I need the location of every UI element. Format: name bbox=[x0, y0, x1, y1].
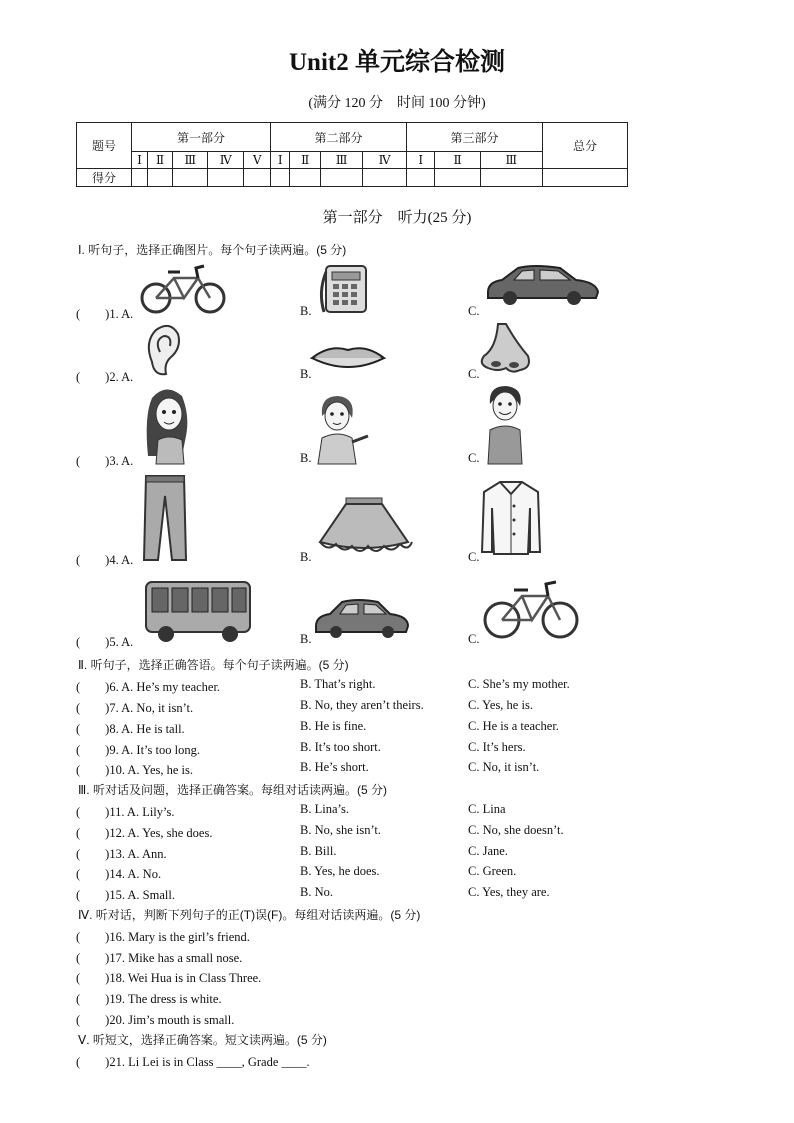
option-c: C. bbox=[468, 367, 480, 381]
question-number: ( )5. A. bbox=[76, 635, 134, 649]
score-cell[interactable] bbox=[290, 169, 321, 187]
score-sub: Ⅳ bbox=[208, 152, 244, 169]
option-c: C. He is a teacher. bbox=[468, 719, 559, 733]
trousers-icon bbox=[140, 474, 190, 562]
option-b: B. bbox=[300, 632, 312, 646]
page-subtitle: (满分 120 分 时间 100 分钟) bbox=[308, 96, 486, 111]
telephone-icon bbox=[318, 262, 370, 316]
option-c: C. Yes, he is. bbox=[468, 698, 533, 712]
question-number: ( )3. A. bbox=[76, 454, 134, 468]
option-c: C. bbox=[468, 632, 480, 646]
bus-icon bbox=[144, 578, 252, 644]
option-b: B. Yes, he does. bbox=[300, 864, 380, 878]
question-number: ( )13. A. Ann. bbox=[76, 847, 167, 861]
question-number: ( )7. A. No, it isn’t. bbox=[76, 701, 194, 715]
section4-heading: Ⅳ. 听对话，判断下列句子的正(T)误(F)。每组对话读两遍。(5 分) bbox=[78, 908, 421, 922]
car-icon bbox=[484, 262, 602, 306]
score-sub: Ⅲ bbox=[480, 152, 542, 169]
question-number: ( )10. A. Yes, he is. bbox=[76, 763, 194, 777]
score-cell[interactable] bbox=[435, 169, 480, 187]
option-c: C. bbox=[468, 304, 480, 318]
option-b: B. He’s short. bbox=[300, 760, 369, 774]
score-part3-header: 第三部分 bbox=[406, 123, 542, 152]
shirt-icon bbox=[480, 478, 542, 556]
score-part2-header: 第二部分 bbox=[271, 123, 407, 152]
question-number: ( )1. A. bbox=[76, 307, 134, 321]
statement-item: ( )17. Mike has a small nose. bbox=[76, 951, 243, 965]
option-c: C. No, she doesn’t. bbox=[468, 823, 564, 837]
option-b: B. No. bbox=[300, 885, 333, 899]
score-sub: Ⅲ bbox=[321, 152, 363, 169]
score-cell[interactable] bbox=[321, 169, 363, 187]
girl-long-hair-icon bbox=[142, 386, 192, 464]
option-b: B. Bill. bbox=[300, 844, 337, 858]
bicycle-icon bbox=[480, 576, 582, 642]
score-cell[interactable] bbox=[208, 169, 244, 187]
score-sub: Ⅰ bbox=[271, 152, 290, 169]
statement-item: ( )20. Jim’s mouth is small. bbox=[76, 1013, 235, 1027]
question-number: ( )2. A. bbox=[76, 370, 134, 384]
score-sub: Ⅰ bbox=[132, 152, 148, 169]
option-c: C. Green. bbox=[468, 864, 517, 878]
score-cell[interactable] bbox=[271, 169, 290, 187]
option-b: B. bbox=[300, 304, 312, 318]
option-b: B. bbox=[300, 550, 312, 564]
question-number: ( )4. A. bbox=[76, 553, 134, 567]
option-c: C. It’s hers. bbox=[468, 740, 526, 754]
option-b: B. bbox=[300, 367, 312, 381]
page-title: Unit2 单元综合检测 bbox=[289, 49, 505, 76]
score-sub: Ⅱ bbox=[435, 152, 480, 169]
boy-icon bbox=[484, 384, 526, 464]
score-cell[interactable] bbox=[363, 169, 407, 187]
option-c: C. No, it isn’t. bbox=[468, 760, 540, 774]
question-number: ( )12. A. Yes, she does. bbox=[76, 826, 213, 840]
option-b: B. It’s too short. bbox=[300, 740, 381, 754]
score-part1-header: 第一部分 bbox=[132, 123, 271, 152]
statement-item: ( )18. Wei Hua is in Class Three. bbox=[76, 971, 262, 985]
section3-heading: Ⅲ. 听对话及问题，选择正确答案。每组对话读两遍。(5 分) bbox=[78, 783, 387, 797]
statement-item: ( )19. The dress is white. bbox=[76, 992, 222, 1006]
score-total-header: 总分 bbox=[543, 123, 628, 169]
skirt-icon bbox=[312, 496, 416, 558]
option-b: B. That’s right. bbox=[300, 677, 376, 691]
score-cell[interactable] bbox=[406, 169, 434, 187]
option-b: B. He is fine. bbox=[300, 719, 367, 733]
section1-heading: Ⅰ. 听句子，选择正确图片。每个句子读两遍。(5 分) bbox=[78, 243, 347, 257]
question-number: ( )6. A. He’s my teacher. bbox=[76, 680, 221, 694]
score-sub: Ⅳ bbox=[363, 152, 407, 169]
score-cell[interactable] bbox=[543, 169, 628, 187]
option-b: B. Lina’s. bbox=[300, 802, 349, 816]
question-number: ( )11. A. Lily’s. bbox=[76, 805, 175, 819]
option-c: C. She’s my mother. bbox=[468, 677, 570, 691]
question-number: ( )14. A. No. bbox=[76, 867, 162, 881]
bicycle-icon bbox=[138, 260, 228, 316]
question-number: ( )8. A. He is tall. bbox=[76, 722, 185, 736]
option-c: C. Lina bbox=[468, 802, 506, 816]
option-c: C. bbox=[468, 451, 480, 465]
question-number: ( )15. A. Small. bbox=[76, 888, 175, 902]
score-cell[interactable] bbox=[244, 169, 271, 187]
ear-icon bbox=[144, 322, 182, 378]
option-b: B. No, she isn’t. bbox=[300, 823, 382, 837]
score-table-label: 题号 bbox=[77, 123, 132, 169]
part-heading: 第一部分 听力(25 分) bbox=[322, 210, 472, 226]
score-cell[interactable] bbox=[147, 169, 172, 187]
score-sub: Ⅱ bbox=[147, 152, 172, 169]
score-sub: Ⅲ bbox=[173, 152, 208, 169]
question-number: ( )9. A. It’s too long. bbox=[76, 743, 200, 757]
option-c: C. Yes, they are. bbox=[468, 885, 550, 899]
score-sub: Ⅱ bbox=[290, 152, 321, 169]
section2-heading: Ⅱ. 听句子，选择正确答语。每个句子读两遍。(5 分) bbox=[78, 658, 349, 672]
option-c: C. Jane. bbox=[468, 844, 508, 858]
car-icon bbox=[314, 598, 410, 640]
statement-item: ( )16. Mary is the girl’s friend. bbox=[76, 930, 250, 944]
score-row-label: 得分 bbox=[77, 169, 132, 187]
score-sub: Ⅴ bbox=[244, 152, 271, 169]
section5-heading: Ⅴ. 听短文，选择正确答案。短文读两遍。(5 分) bbox=[78, 1033, 327, 1047]
girl-short-hair-icon bbox=[310, 392, 372, 464]
option-b: B. bbox=[300, 451, 312, 465]
question-item: ( )21. Li Lei is in Class ____, Grade ____. bbox=[76, 1055, 310, 1069]
option-b: B. No, they aren’t theirs. bbox=[300, 698, 424, 712]
nose-icon bbox=[476, 322, 532, 378]
score-sub: Ⅰ bbox=[406, 152, 434, 169]
score-table bbox=[76, 122, 628, 187]
score-cell[interactable] bbox=[173, 169, 208, 187]
score-cell[interactable] bbox=[480, 169, 542, 187]
option-c: C. bbox=[468, 550, 480, 564]
mouth-icon bbox=[310, 340, 386, 378]
score-cell[interactable] bbox=[132, 169, 148, 187]
